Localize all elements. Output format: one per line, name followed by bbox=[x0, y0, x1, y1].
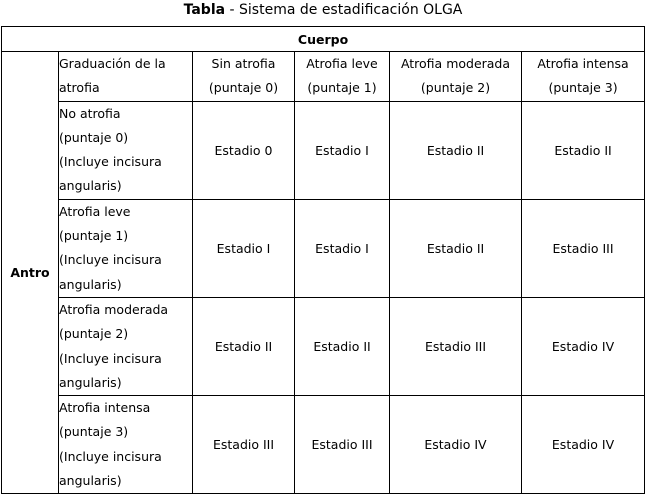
stage-cell: Estadio I bbox=[295, 199, 390, 297]
antro-header: Antro bbox=[2, 52, 59, 494]
stage-cell: Estadio II bbox=[390, 101, 522, 199]
stage-cell: Estadio I bbox=[193, 199, 295, 297]
table-row bbox=[2, 297, 645, 395]
row-grade-line: (puntaje 2) bbox=[59, 326, 129, 342]
column-header-line: (puntaje 0) bbox=[208, 80, 279, 96]
stage-cell: Estadio IV bbox=[390, 396, 522, 494]
olga-staging-table bbox=[1, 26, 645, 494]
stage-cell: Estadio II bbox=[390, 199, 522, 297]
row-grade-atrofia-moderada bbox=[59, 297, 193, 395]
row-grade-line: Atrofia moderada bbox=[59, 301, 169, 317]
stage-cell: Estadio II bbox=[295, 297, 390, 395]
column-header-atrofia-moderada bbox=[390, 52, 522, 102]
stage-cell: Estadio III bbox=[295, 396, 390, 494]
stage-cell: Estadio IV bbox=[522, 297, 645, 395]
table-row bbox=[2, 101, 645, 199]
column-header-line: Sin atrofia bbox=[211, 56, 276, 72]
row-grade-line: No atrofia bbox=[59, 105, 121, 121]
table-caption bbox=[0, 0, 646, 26]
row-grade-line: (Incluye incisura bbox=[59, 252, 162, 268]
row-grade-line: (puntaje 1) bbox=[59, 228, 129, 244]
stage-cell: Estadio III bbox=[193, 396, 295, 494]
row-grade-line: (Incluye incisura bbox=[59, 350, 162, 366]
column-header-atrofia-intensa bbox=[522, 52, 645, 102]
stage-cell: Estadio II bbox=[522, 101, 645, 199]
row-grade-line: Atrofia leve bbox=[59, 203, 131, 219]
row-grade-line: angularis) bbox=[59, 178, 122, 194]
row-grade-line: (puntaje 0) bbox=[59, 129, 129, 145]
grade-column-header bbox=[59, 52, 193, 102]
column-header-sin-atrofia bbox=[193, 52, 295, 102]
column-header-line: (puntaje 2) bbox=[420, 80, 491, 96]
cuerpo-header-row bbox=[2, 27, 645, 52]
stage-cell: Estadio 0 bbox=[193, 101, 295, 199]
column-header-atrofia-leve bbox=[295, 52, 390, 102]
column-header-line: Atrofia leve bbox=[306, 56, 378, 72]
caption-title: Sistema de estadificación OLGA bbox=[239, 2, 463, 18]
stage-cell: Estadio III bbox=[522, 199, 645, 297]
row-grade-atrofia-intensa bbox=[59, 396, 193, 494]
column-header-row bbox=[2, 52, 645, 102]
grade-column-header-line: atrofia bbox=[59, 80, 100, 96]
row-grade-line: angularis) bbox=[59, 276, 122, 292]
row-grade-no-atrofia bbox=[59, 101, 193, 199]
caption-label: Tabla bbox=[183, 2, 226, 18]
column-header-line: (puntaje 3) bbox=[548, 80, 618, 96]
row-grade-line: (Incluye incisura bbox=[59, 448, 162, 464]
row-grade-atrofia-leve bbox=[59, 199, 193, 297]
row-grade-line: Atrofia intensa bbox=[59, 400, 151, 416]
column-header-line: Atrofia moderada bbox=[400, 56, 511, 72]
column-header-line: (puntaje 1) bbox=[307, 80, 377, 96]
column-header-line: Atrofia intensa bbox=[537, 56, 629, 72]
cuerpo-header: Cuerpo bbox=[2, 27, 645, 52]
stage-cell: Estadio II bbox=[193, 297, 295, 395]
stage-cell: Estadio I bbox=[295, 101, 390, 199]
row-grade-line: angularis) bbox=[59, 374, 122, 390]
row-grade-line: angularis) bbox=[59, 473, 122, 489]
row-grade-line: (puntaje 3) bbox=[59, 424, 129, 440]
caption-separator: - bbox=[225, 2, 240, 18]
table-row bbox=[2, 199, 645, 297]
grade-column-header-line: Graduación de la bbox=[59, 56, 166, 71]
stage-cell: Estadio III bbox=[390, 297, 522, 395]
row-grade-line: (Incluye incisura bbox=[59, 154, 162, 170]
stage-cell: Estadio IV bbox=[522, 396, 645, 494]
table-row bbox=[2, 396, 645, 494]
